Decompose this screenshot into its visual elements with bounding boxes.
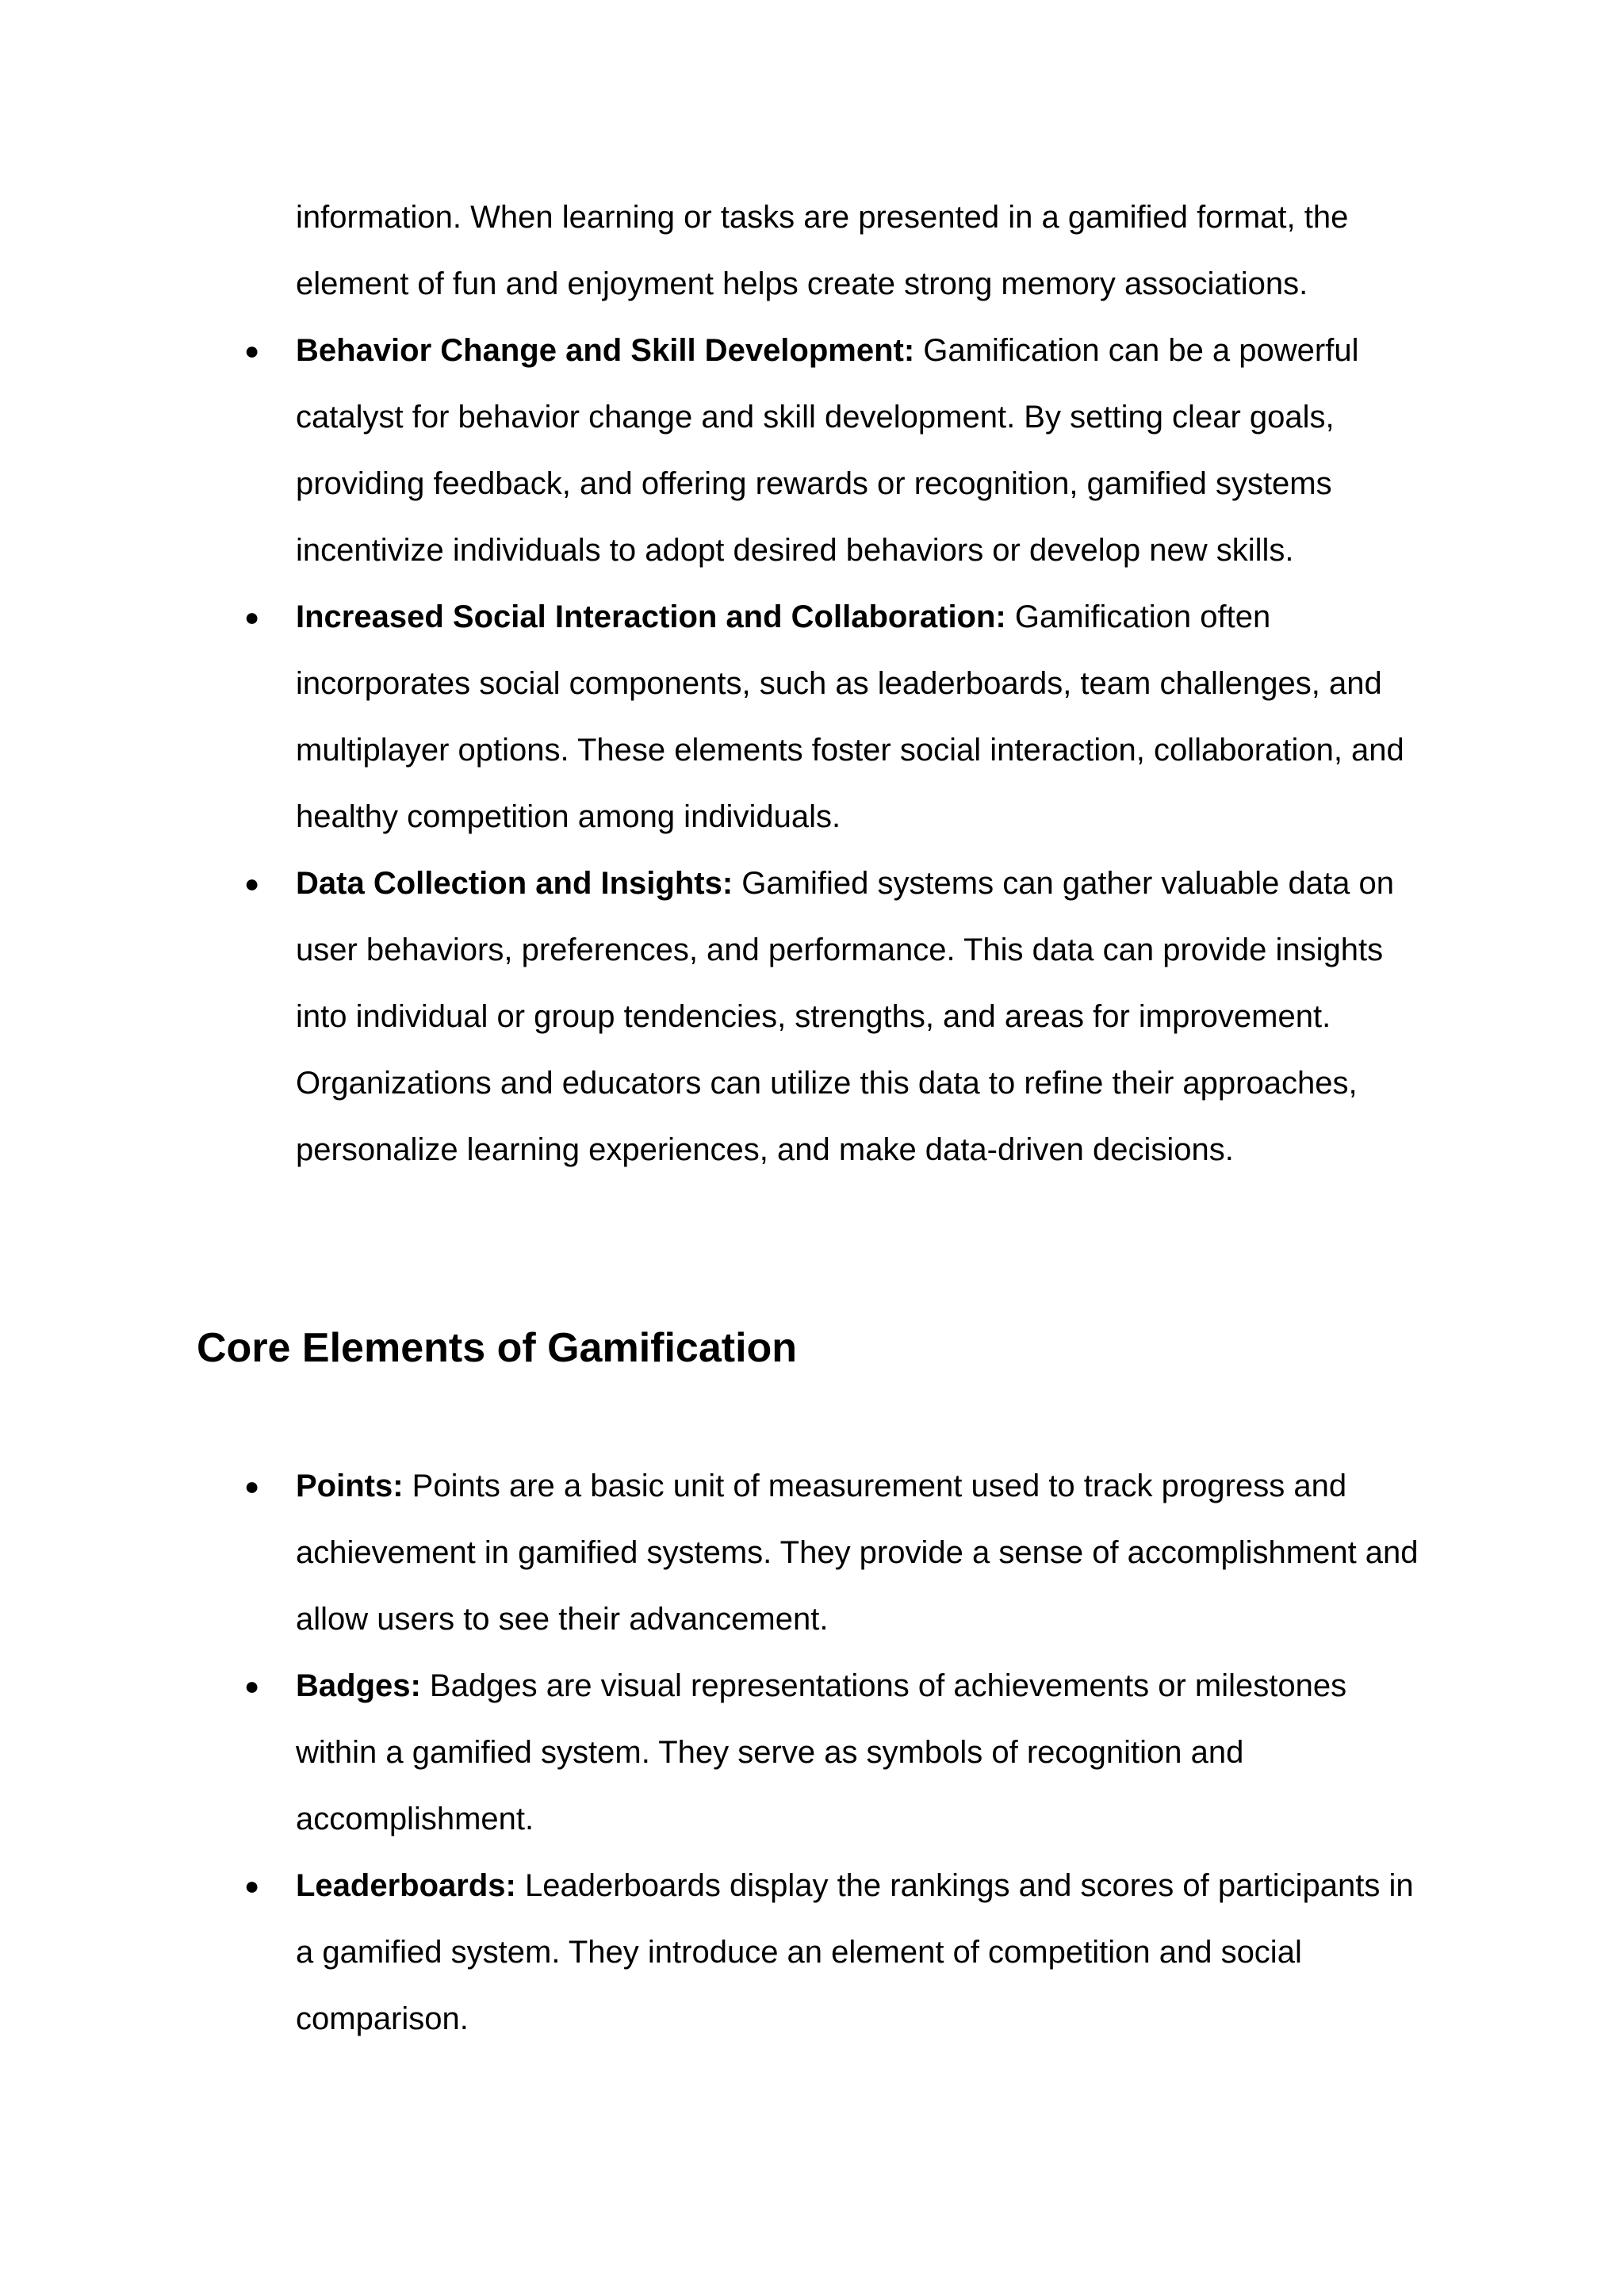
benefits-list	[0, 317, 1624, 1183]
bullet-icon: ●	[244, 1871, 260, 1900]
list-item-term: Data Collection and Insights:	[296, 866, 733, 901]
list-item-text: Points are a basic unit of measurement used to track progress and achievement in gamified systems. They provide a sense of accomplishment and allow users to see their advancement.	[296, 1469, 1419, 1637]
list-item	[0, 850, 1430, 1183]
list-item-term: Badges:	[296, 1668, 421, 1703]
list-item	[0, 1653, 1430, 1852]
intro-continuation-paragraph: information. When learning or tasks are presented in a gamified format, the element of fun and enjoyment helps create strong memory associations.	[296, 200, 1349, 301]
list-item-text: Gamification often incorporates social components, such as leaderboards, team challenges, and multiplayer options. These elements foster social interaction, collaboration, and healthy competition among individuals.	[296, 599, 1404, 834]
list-item-text: Leaderboards display the rankings and scores of participants in a gamified system. They introduce an element of competition and social comparison.	[296, 1868, 1414, 2036]
list-item-text: Gamified systems can gather valuable data on user behaviors, preferences, and performance. This data can provide insights into individual or group tendencies, strengths, and areas for improvement. Organizations and educators can utilize this data to refine their approaches, personalize learning experiences, and make data-driven decisions.	[296, 866, 1394, 1167]
list-item	[0, 317, 1430, 584]
list-item-text: Badges are visual representations of achievements or milestones within a gamified system. They serve as symbols of recognition and accomplishment.	[296, 1668, 1347, 1836]
list-item	[0, 584, 1430, 850]
list-item-term: Increased Social Interaction and Collaboration:	[296, 599, 1006, 634]
list-item-term: Points:	[296, 1469, 404, 1503]
list-item-term: Behavior Change and Skill Development:	[296, 333, 915, 368]
list-item-text: Gamification can be a powerful catalyst for behavior change and skill development. By setting clear goals, providing feedback, and offering rewards or recognition, gamified systems incentivize individuals to adopt desired behaviors or develop new skills.	[296, 333, 1359, 568]
core-elements-list	[0, 1453, 1624, 2052]
bullet-icon: ●	[244, 603, 260, 631]
list-item	[0, 1453, 1430, 1653]
section-heading: Core Elements of Gamification	[197, 1325, 798, 1371]
bullet-icon: ●	[244, 1672, 260, 1700]
bullet-icon: ●	[244, 869, 260, 898]
list-item-term: Leaderboards:	[296, 1868, 516, 1903]
bullet-icon: ●	[244, 1472, 260, 1500]
list-item	[0, 1852, 1430, 2052]
bullet-icon: ●	[244, 336, 260, 365]
